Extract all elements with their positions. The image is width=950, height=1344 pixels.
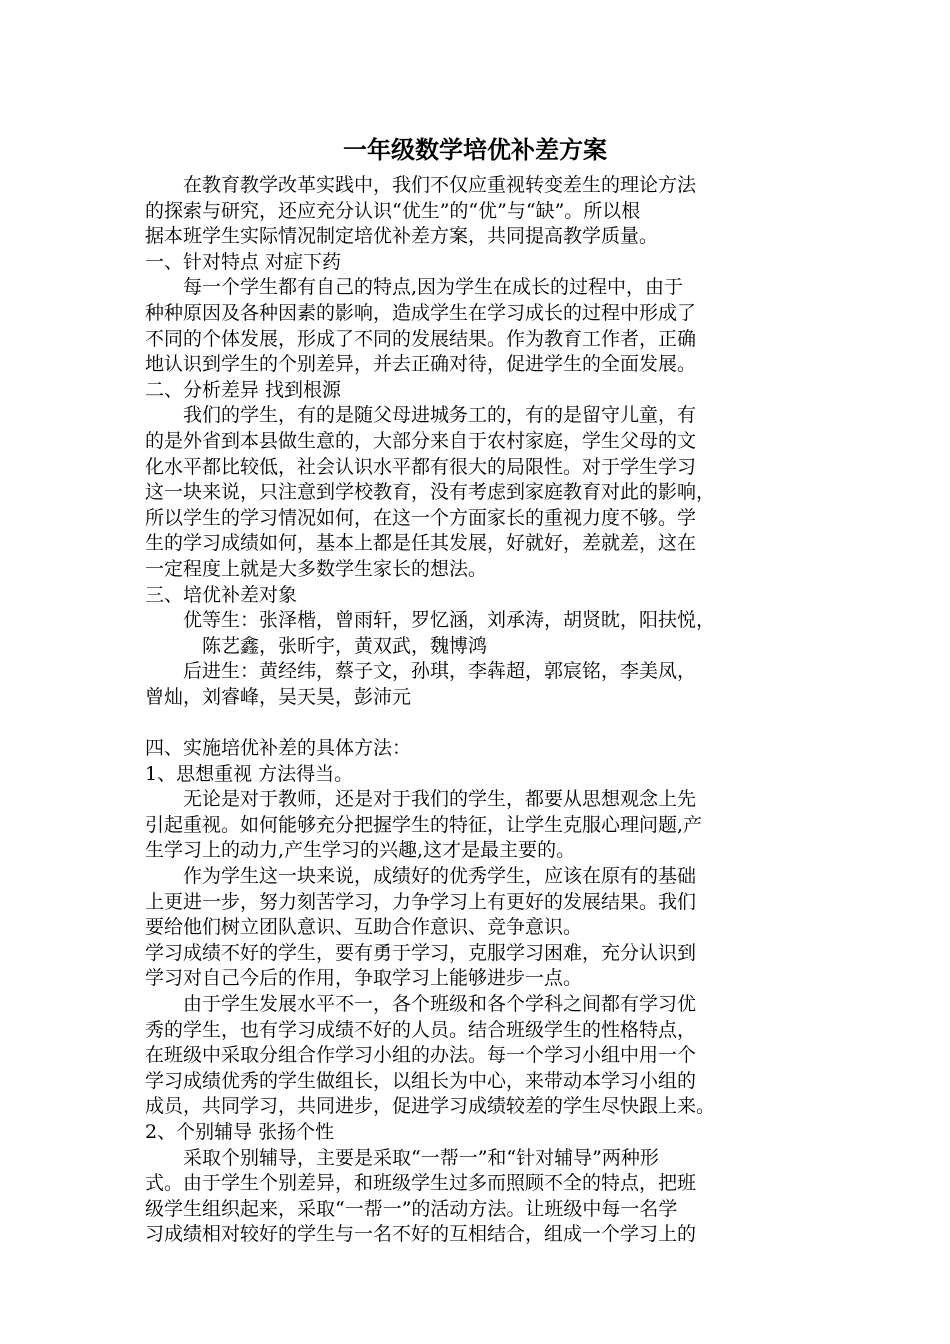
text-line: 要给他们树立团队意识、互助合作意识、竞争意识。 bbox=[145, 916, 583, 939]
text-line: 采取个别辅导，主要是采取“一帮一”和“针对辅导”两种形 bbox=[145, 1146, 659, 1169]
text-line: 种种原因及各种因素的影响，造成学生在学习成长的过程中形成了 bbox=[145, 301, 697, 324]
text-line: 在班级中采取分组合作学习小组的办法。每一个学习小组中用一个 bbox=[145, 1044, 697, 1067]
text-line: 四、实施培优补差的具体方法： bbox=[145, 737, 412, 760]
text-line: 曾灿，刘睿峰，吴天昊，彭沛元 bbox=[145, 685, 412, 708]
text-line: 优等生：张泽楷，曾雨轩，罗忆涵，刘承涛，胡贤眈，阳扶悦， bbox=[145, 609, 716, 632]
text-line: 的探索与研究，还应充分认识“优生”的“优”与“缺”。所以根 bbox=[145, 199, 641, 222]
text-line: 习成绩相对较好的学生与一名不好的互相结合，组成一个学习上的 bbox=[145, 1223, 697, 1246]
text-line: 生学习上的动力,产生学习的兴趣,这才是最主要的。 bbox=[145, 839, 576, 862]
text-line: 成员，共同学习，共同进步，促进学习成绩较差的学生尽快跟上来。 bbox=[145, 1095, 716, 1118]
text-line: 由于学生发展水平不一，各个班级和各个学科之间都有学习优 bbox=[145, 993, 697, 1015]
text-line: 学习成绩优秀的学生做组长，以组长为中心，来带动本学习小组的 bbox=[145, 1069, 697, 1092]
text-line: 级学生组织起来，采取“一帮一”的活动方法。让班级中每一名学 bbox=[145, 1197, 678, 1220]
text-line: 秀的学生，也有学习成绩不好的人员。结合班级学生的性格特点， bbox=[145, 1018, 697, 1041]
text-line: 化水平都比较低，社会认识水平都有很大的局限性。对于学生学习 bbox=[145, 455, 697, 478]
text-line: 地认识到学生的个别差异，并去正确对待，促进学生的全面发展。 bbox=[145, 353, 697, 376]
text-line: 学习成绩不好的学生，要有勇于学习，克服学习困难，充分认识到 bbox=[145, 941, 697, 964]
text-line: 上更进一步，努力刻苦学习，力争学习上有更好的发展结果。我们 bbox=[145, 890, 697, 913]
text-line: 这一块来说，只注意到学校教育，没有考虑到家庭教育对此的影响， bbox=[145, 481, 716, 504]
blank-line bbox=[145, 710, 825, 736]
text-line: 三、培优补差对象 bbox=[145, 583, 298, 606]
text-line: 每一个学生都有自己的特点,因为学生在成长的过程中，由于 bbox=[145, 276, 684, 299]
text-line: 我们的学生，有的是随父母进城务工的，有的是留守儿童，有 bbox=[145, 404, 697, 427]
text-line: 作为学生这一块来说，成绩好的优秀学生，应该在原有的基础 bbox=[145, 865, 697, 888]
text-line: 2、个别辅导 张扬个性 bbox=[145, 1120, 335, 1143]
text-line: 不同的个体发展，形成了不同的发展结果。作为教育工作者，正确 bbox=[145, 327, 697, 350]
text-line: 后进生：黄经纬，蔡子文，孙琪，李犇超，郭宸铭，李美凤， bbox=[145, 660, 697, 683]
document-title: 一年级数学培优补差方案 bbox=[343, 135, 607, 164]
text-line: 在教育教学改革实践中，我们不仅应重视转变差生的理论方法 bbox=[145, 174, 697, 196]
document-body bbox=[145, 173, 825, 1248]
text-line: 式。由于学生个别差异，和班级学生过多而照顾不全的特点，把班 bbox=[145, 1172, 697, 1195]
text-line: 的是外省到本县做生意的，大部分来自于农村家庭，学生父母的文 bbox=[145, 429, 697, 452]
text-line: 所以学生的学习情况如何，在这一个方面家长的重视力度不够。学 bbox=[145, 506, 697, 529]
text-line: 1、思想重视 方法得当。 bbox=[145, 762, 354, 785]
text-line: 一、针对特点 对症下药 bbox=[145, 250, 342, 273]
text-line: 二、分析差异 找到根源 bbox=[145, 378, 342, 401]
text-line: 一定程度上就是大多数学生家长的想法。 bbox=[145, 557, 488, 580]
text-line: 引起重视。如何能够充分把握学生的特征，让学生克服心理问题,产 bbox=[145, 813, 703, 836]
text-line: 学习对自己今后的作用，争取学习上能够进步一点。 bbox=[145, 967, 583, 990]
text-line: 无论是对于教师，还是对于我们的学生，都要从思想观念上先 bbox=[145, 788, 697, 811]
text-line: 生的学习成绩如何，基本上都是任其发展，好就好，差就差，这在 bbox=[145, 532, 697, 555]
text-line: 陈艺鑫，张昕宇，黄双武，魏博鸿 bbox=[145, 634, 488, 657]
text-line: 据本班学生实际情况制定培优补差方案，共同提高教学质量。 bbox=[145, 225, 659, 248]
